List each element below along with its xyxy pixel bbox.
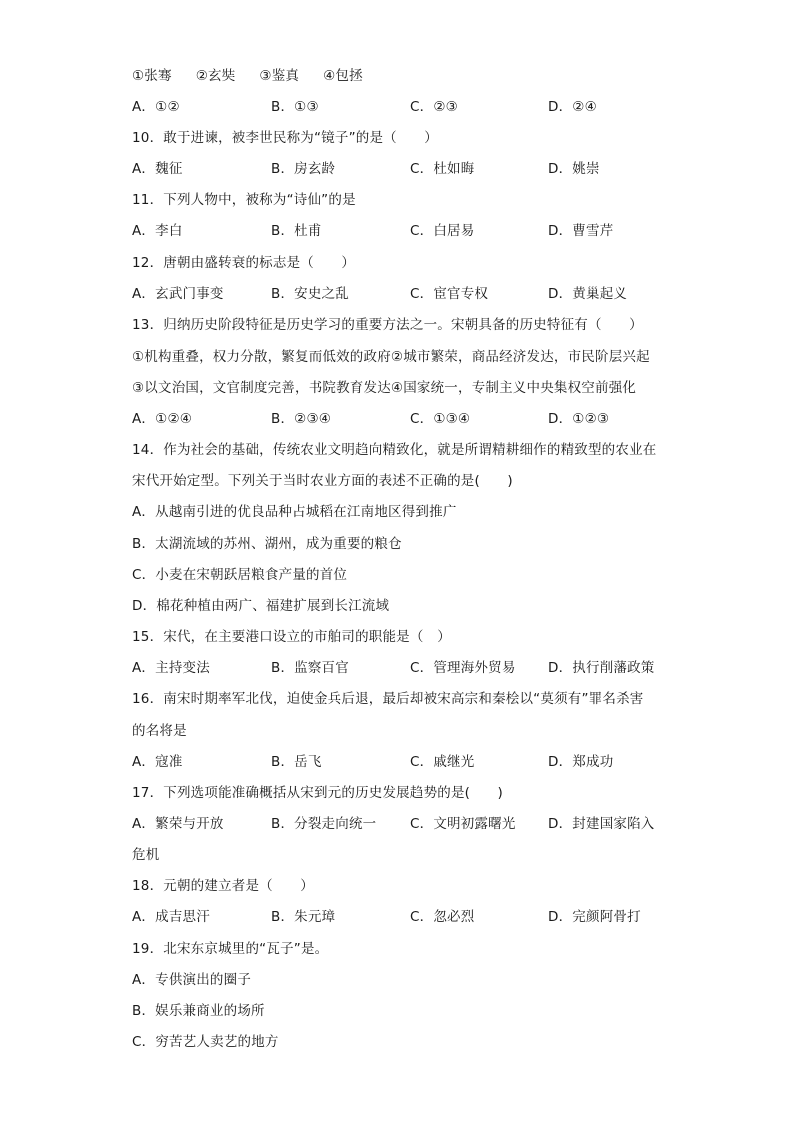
option-d: D．②④ bbox=[548, 99, 597, 115]
q18-stem: 18．元朝的建立者是（ ） bbox=[132, 878, 314, 894]
q19-option-c: C．穷苦艺人卖艺的地方 bbox=[132, 1034, 279, 1050]
sequence-item: ③鉴真 bbox=[259, 68, 300, 84]
q15-stem: 15．宋代，在主要港口设立的市舶司的职能是（ ） bbox=[132, 629, 451, 645]
option-b: B．监察百官 bbox=[271, 660, 349, 676]
option-a: A．李白 bbox=[132, 223, 183, 239]
option-b: B．分裂走向统一 bbox=[271, 816, 377, 832]
q17-stem: 17．下列选项能准确概括从宋到元的历史发展趋势的是( ) bbox=[132, 785, 504, 801]
q12-options bbox=[132, 282, 672, 306]
q9-sequence-items bbox=[132, 64, 672, 88]
q13-options bbox=[132, 407, 672, 431]
option-a: A．繁荣与开放 bbox=[132, 816, 224, 832]
option-c: C．白居易 bbox=[410, 223, 475, 239]
option-c: C．①③④ bbox=[410, 411, 471, 427]
option-a: A．魏征 bbox=[132, 161, 183, 177]
option-d: D．①②③ bbox=[548, 411, 610, 427]
q17-option-d-continuation: 危机 bbox=[132, 847, 160, 863]
option-b: B．安史之乱 bbox=[271, 286, 349, 302]
q13-stem: 13．归纳历史阶段特征是历史学习的重要方法之一。宋朝具备的历史特征有（ ） bbox=[132, 317, 643, 333]
sequence-item: ①张骞 bbox=[132, 68, 172, 84]
option-d: D．黄巢起义 bbox=[548, 286, 628, 302]
option-a: A．寇准 bbox=[132, 754, 183, 770]
option-a: A．玄武门事变 bbox=[132, 286, 224, 302]
option-d: D．姚崇 bbox=[548, 161, 600, 177]
q10-stem: 10．敢于进谏，被李世民称为“镜子”的是（ ） bbox=[132, 130, 438, 146]
q14-stem-1: 14．作为社会的基础，传统农业文明趋向精致化，就是所谓精耕细作的精致型的农业在 bbox=[132, 442, 657, 458]
q9-options bbox=[132, 95, 672, 119]
q18-options bbox=[132, 905, 672, 929]
q19-option-a: A．专供演出的圈子 bbox=[132, 972, 252, 988]
q14-option-d: D．棉花种植由两广、福建扩展到长江流域 bbox=[132, 598, 390, 614]
q16-stem-2: 的名将是 bbox=[132, 723, 187, 739]
option-a: A．主持变法 bbox=[132, 660, 210, 676]
option-d: D．曹雪芹 bbox=[548, 223, 614, 239]
q15-options bbox=[132, 656, 672, 680]
option-c: C．戚继光 bbox=[410, 754, 475, 770]
q14-stem-2: 宋代开始定型。下列关于当时农业方面的表述不正确的是( ) bbox=[132, 473, 513, 489]
sequence-item: ④包拯 bbox=[323, 68, 363, 84]
q11-options bbox=[132, 219, 672, 243]
option-b: B．②③④ bbox=[271, 411, 332, 427]
option-c: C．杜如晦 bbox=[410, 161, 475, 177]
option-a: A．成吉思汗 bbox=[132, 909, 210, 925]
sequence-item: ②玄奘 bbox=[195, 68, 236, 84]
q11-stem: 11．下列人物中，被称为“诗仙”的是 bbox=[132, 192, 356, 208]
option-b: B．杜甫 bbox=[271, 223, 322, 239]
q14-option-b: B．太湖流域的苏州、湖州，成为重要的粮仓 bbox=[132, 536, 402, 552]
q19-stem: 19．北宋东京城里的“瓦子”是。 bbox=[132, 941, 329, 957]
q12-stem: 12．唐朝由盛转衰的标志是（ ） bbox=[132, 255, 356, 271]
option-c: C．②③ bbox=[410, 99, 458, 115]
option-c: C．宦官专权 bbox=[410, 286, 489, 302]
q19-option-b: B．娱乐兼商业的场所 bbox=[132, 1003, 265, 1019]
q13-statements-2: ③以文治国，文官制度完善，书院教育发达④国家统一，专制主义中央集权空前强化 bbox=[132, 380, 637, 396]
option-c: C．文明初露曙光 bbox=[410, 816, 516, 832]
q14-option-c: C．小麦在宋朝跃居粮食产量的首位 bbox=[132, 567, 348, 583]
q17-options bbox=[132, 812, 672, 836]
option-d: D．执行削藩政策 bbox=[548, 660, 655, 676]
option-d: D．封建国家陷入 bbox=[548, 816, 655, 832]
q13-statements-1: ①机构重叠，权力分散，繁复而低效的政府②城市繁荣，商品经济发达，市民阶层兴起 bbox=[132, 349, 650, 365]
option-c: C．忽必烈 bbox=[410, 909, 475, 925]
option-d: D．完颜阿骨打 bbox=[548, 909, 641, 925]
option-c: C．管理海外贸易 bbox=[410, 660, 516, 676]
option-d: D．郑成功 bbox=[548, 754, 614, 770]
option-b: B．房玄龄 bbox=[271, 161, 336, 177]
option-a: A．①②④ bbox=[132, 411, 193, 427]
option-b: B．朱元璋 bbox=[271, 909, 336, 925]
option-b: B．①③ bbox=[271, 99, 319, 115]
option-a: A．①② bbox=[132, 99, 180, 115]
q16-stem-1: 16．南宋时期率军北伐，迫使金兵后退，最后却被宋高宗和秦桧以“莫须有”罪名杀害 bbox=[132, 691, 644, 707]
q16-options bbox=[132, 750, 672, 774]
option-b: B．岳飞 bbox=[271, 754, 322, 770]
q10-options bbox=[132, 157, 672, 181]
q14-option-a: A．从越南引进的优良品种占城稻在江南地区得到推广 bbox=[132, 504, 457, 520]
